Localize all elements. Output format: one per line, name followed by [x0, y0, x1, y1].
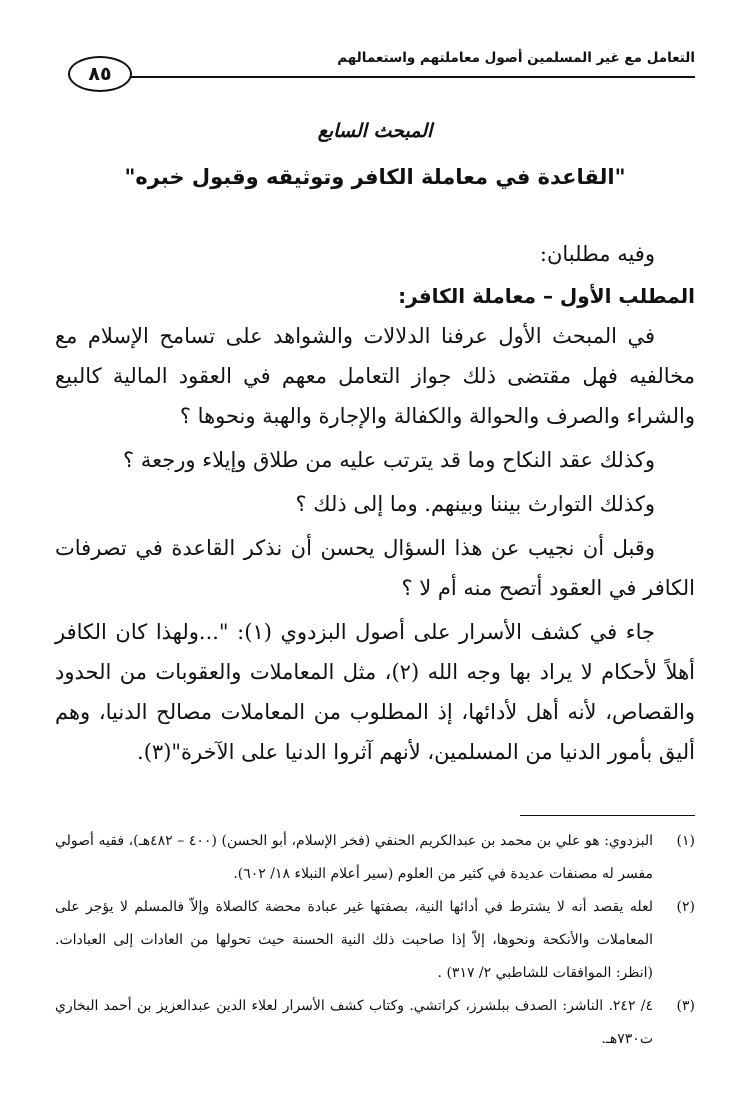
section-title: "القاعدة في معاملة الكافر وتوثيقه وقبول خبره" [124, 165, 626, 189]
footnote-rule [520, 815, 695, 816]
subheading: المطلب الأول – معاملة الكافر: [398, 284, 695, 308]
paragraph: وكذلك التوارث بيننا وبينهم. وما إلى ذلك ؟ [295, 492, 655, 516]
paragraph: جاء في كشف الأسرار على أصول البزدوي (١): "...ولهذا كان الكافر أهلاً لأحكام لا يراد بها وجه الله (٢)، مثل المعاملات والعقوبات من الحدود والقصاص، لأنه أهل لأدائها، إذ المطلوب من المعاملات مصالح الدنيا، وهم أليق بأمور الدنيا من المسلمين، لأنهم آثروا الدنيا على الآخرة"(٣). [55, 620, 695, 764]
footnote [55, 825, 695, 891]
paragraph: وكذلك عقد النكاح وما قد يترتب عليه من طلاق وإيلاء ورجعة ؟ [123, 448, 655, 472]
footnote-number: (٢) [676, 899, 695, 915]
footnote-number: (٣) [676, 998, 695, 1014]
page-number: ٨٥ [68, 56, 132, 92]
header-rule [130, 76, 695, 78]
footnote [55, 990, 695, 1056]
footnote-text: البزدوي: هو علي بن محمد بن عبدالكريم الحنفي (فخر الإسلام، أبو الحسن) (٤٠٠ – ٤٨٢هـ)، فقيه أصولي مفسر له مصنفات عديدة في كثير من العلوم (سير أعلام النبلاء ١٨/ ٦٠٢). [55, 833, 653, 882]
section-heading: المبحث السابع [317, 120, 433, 142]
footnote-number: (١) [676, 833, 695, 849]
main-text [55, 234, 695, 772]
running-header-title: التعامل مع غير المسلمين أصول معاملتهم واستعمالهم [337, 50, 695, 66]
footnotes [55, 825, 695, 1056]
paragraph: في المبحث الأول عرفنا الدلالات والشواهد على تسامح الإسلام مع مخالفيه فهل مقتضى ذلك جواز التعامل معهم في العقود المالية كالبيع والشراء والصرف والحوالة والكفالة والإجارة والهبة ونحوها ؟ [55, 324, 695, 428]
footnote [55, 891, 695, 990]
footnote-text: لعله يقصد أنه لا يشترط في أدائها النية، بصفتها غير عبادة محضة كالصلاة وإلاّ فالمسلم لا يؤجر على المعاملات والأنكحة ونحوها، إلاّ إذا صاحبت ذلك النية الحسنة حيث تحولها من العادات إلى العبادات. (انظر: الموافقات للشاطبي ٢/ ٣١٧) . [55, 899, 653, 981]
intro-paragraph: وفيه مطلبان: [539, 242, 655, 266]
running-header [68, 50, 695, 90]
footnote-text: ٤/ ٢٤٢. الناشر: الصدف ببلشرز، كراتشي. وكتاب كشف الأسرار لعلاء الدين عبدالعزيز بن أحمد البخاري ت٧٣٠هـ. [55, 998, 653, 1047]
paragraph: وقبل أن نجيب عن هذا السؤال يحسن أن نذكر القاعدة في تصرفات الكافر في العقود أتصح منه أم لا ؟ [55, 536, 695, 600]
